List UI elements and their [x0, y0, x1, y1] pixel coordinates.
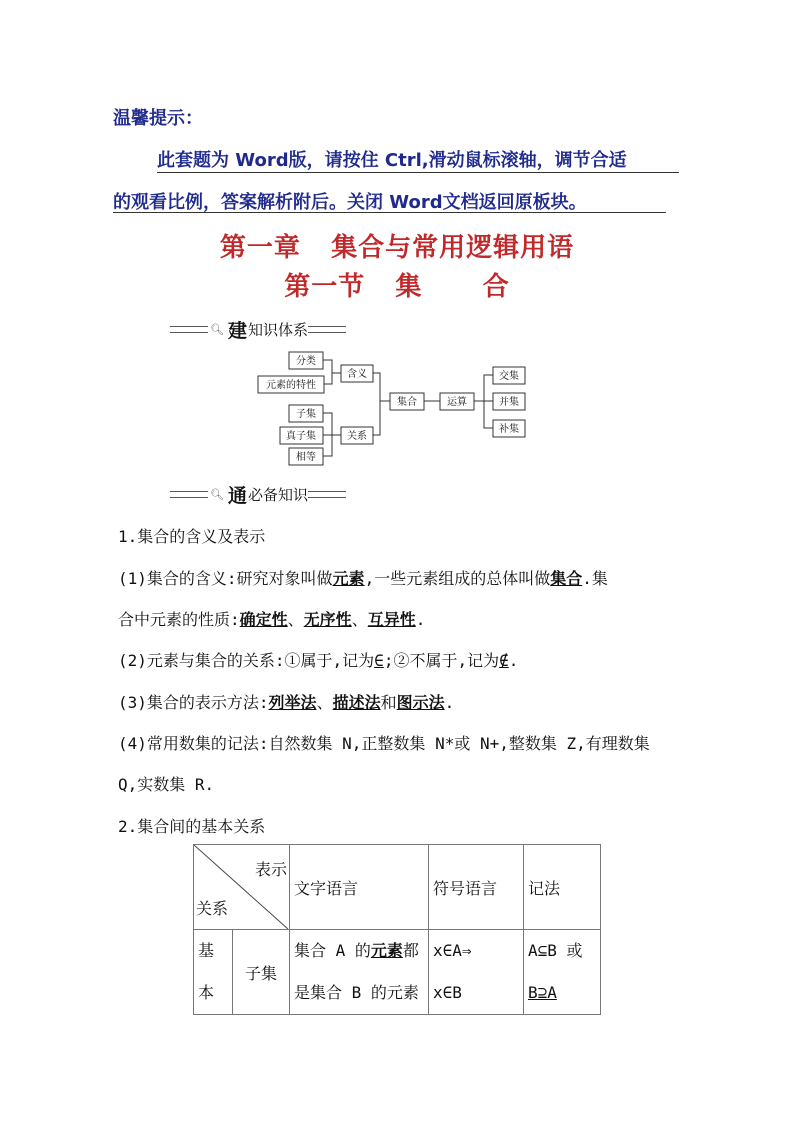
label-union: 并集	[499, 397, 519, 408]
label-meaning: 含义	[347, 369, 367, 380]
group-label: 基本	[198, 941, 215, 1002]
label-set: 集合	[397, 397, 417, 408]
tip-underline-1	[157, 172, 679, 173]
section-title: 第一节 集 合	[284, 272, 510, 302]
text: .	[444, 693, 455, 712]
text: 、	[287, 610, 304, 629]
s2-title: 2.集合间的基本关系	[118, 817, 266, 836]
answer-enumeration: 列举法	[268, 693, 317, 712]
answer-element: 元素	[332, 569, 365, 588]
tip-underline-2	[113, 212, 666, 213]
s1-p1-line2	[118, 607, 425, 630]
s1-p3	[118, 690, 454, 713]
header-text-language: 文字语言	[290, 845, 429, 930]
s1-p4-line1: (4)常用数集的记法:自然数集 N,正整数集 N*或 N+,整数集 Z,有理数集	[118, 734, 650, 753]
tip-line-2: 的观看比例，答案解析附后。关闭 Word文档返回原板块。	[113, 192, 587, 213]
text: ,一些元素组成的总体叫做	[364, 569, 551, 588]
text: 都	[402, 941, 419, 960]
s1-p2	[118, 648, 518, 671]
text: ;②不属于,记为	[383, 651, 500, 670]
chapter-title: 第一章 集合与常用逻辑用语	[219, 233, 575, 263]
header-represent: 表示	[254, 860, 287, 879]
row-text	[290, 930, 429, 1015]
diagonal-header-cell	[194, 845, 290, 930]
knowledge-diagram	[256, 348, 536, 468]
relation-table	[193, 844, 601, 1015]
answer-belongs: ∈	[374, 651, 384, 670]
text: x∈B	[433, 983, 462, 1002]
label-operation: 运算	[447, 397, 467, 408]
bar-glyph: 建	[227, 320, 247, 342]
double-rule	[170, 491, 208, 498]
tip-title: 温馨提示：	[113, 108, 203, 129]
text: A⊆B 或	[528, 941, 583, 960]
row-name: 子集	[233, 930, 290, 1015]
label-element-property: 元素的特性	[266, 380, 316, 391]
row-notation	[524, 930, 601, 1015]
bar-label: 必备知识	[247, 486, 308, 504]
answer-element: 元素	[370, 941, 403, 960]
section-bar-essential-knowledge	[170, 481, 346, 508]
section-bar-knowledge-system	[170, 316, 346, 343]
text: (1)集合的含义:研究对象叫做	[118, 569, 333, 588]
text: x∈A⇒	[433, 941, 472, 960]
s1-p4-line2: Q,实数集 R.	[118, 775, 215, 794]
text: (2)元素与集合的关系:①属于,记为	[118, 651, 375, 670]
text: 、	[316, 693, 333, 712]
text: .	[415, 610, 426, 629]
answer-superset: B⊇A	[528, 983, 557, 1002]
answer-determinacy: 确定性	[239, 610, 288, 629]
magnifier-icon: 🔍︎	[210, 323, 224, 336]
header-relation: 关系	[196, 899, 229, 918]
label-relation: 关系	[347, 431, 367, 442]
row-symbol	[429, 930, 524, 1015]
header-notation: 记法	[524, 845, 601, 930]
label-equal: 相等	[296, 452, 316, 463]
label-complement: 补集	[499, 424, 519, 435]
s1-title: 1.集合的含义及表示	[118, 527, 266, 546]
text: 是集合 B 的元素	[294, 983, 419, 1002]
answer-distinct: 互异性	[367, 610, 416, 629]
tip-line-1: 此套题为 Word版，请按住 Ctrl,滑动鼠标滚轴，调节合适	[157, 150, 627, 171]
bar-label: 知识体系	[247, 321, 308, 339]
answer-description: 描述法	[332, 693, 381, 712]
double-rule	[308, 491, 346, 498]
text: 合中元素的性质:	[118, 610, 240, 629]
answer-diagram: 图示法	[396, 693, 445, 712]
text: 、	[351, 610, 368, 629]
answer-not-belongs: ∉	[499, 651, 509, 670]
label-subset: 子集	[296, 409, 316, 420]
text: .	[508, 651, 519, 670]
text: 集合 A 的	[294, 941, 371, 960]
label-classify: 分类	[296, 356, 316, 367]
text: (3)集合的表示方法:	[118, 693, 269, 712]
double-rule	[170, 326, 208, 333]
bar-glyph: 通	[227, 485, 247, 507]
magnifier-icon: 🔍︎	[210, 488, 224, 501]
header-symbol-language: 符号语言	[429, 845, 524, 930]
label-intersection: 交集	[499, 371, 519, 382]
s1-p1-line1	[118, 566, 608, 589]
text: 和	[380, 693, 397, 712]
double-rule	[308, 326, 346, 333]
row-group	[194, 930, 233, 1015]
text: .集	[582, 569, 608, 588]
answer-unordered: 无序性	[303, 610, 352, 629]
answer-set: 集合	[550, 569, 583, 588]
label-proper-subset: 真子集	[286, 431, 316, 442]
